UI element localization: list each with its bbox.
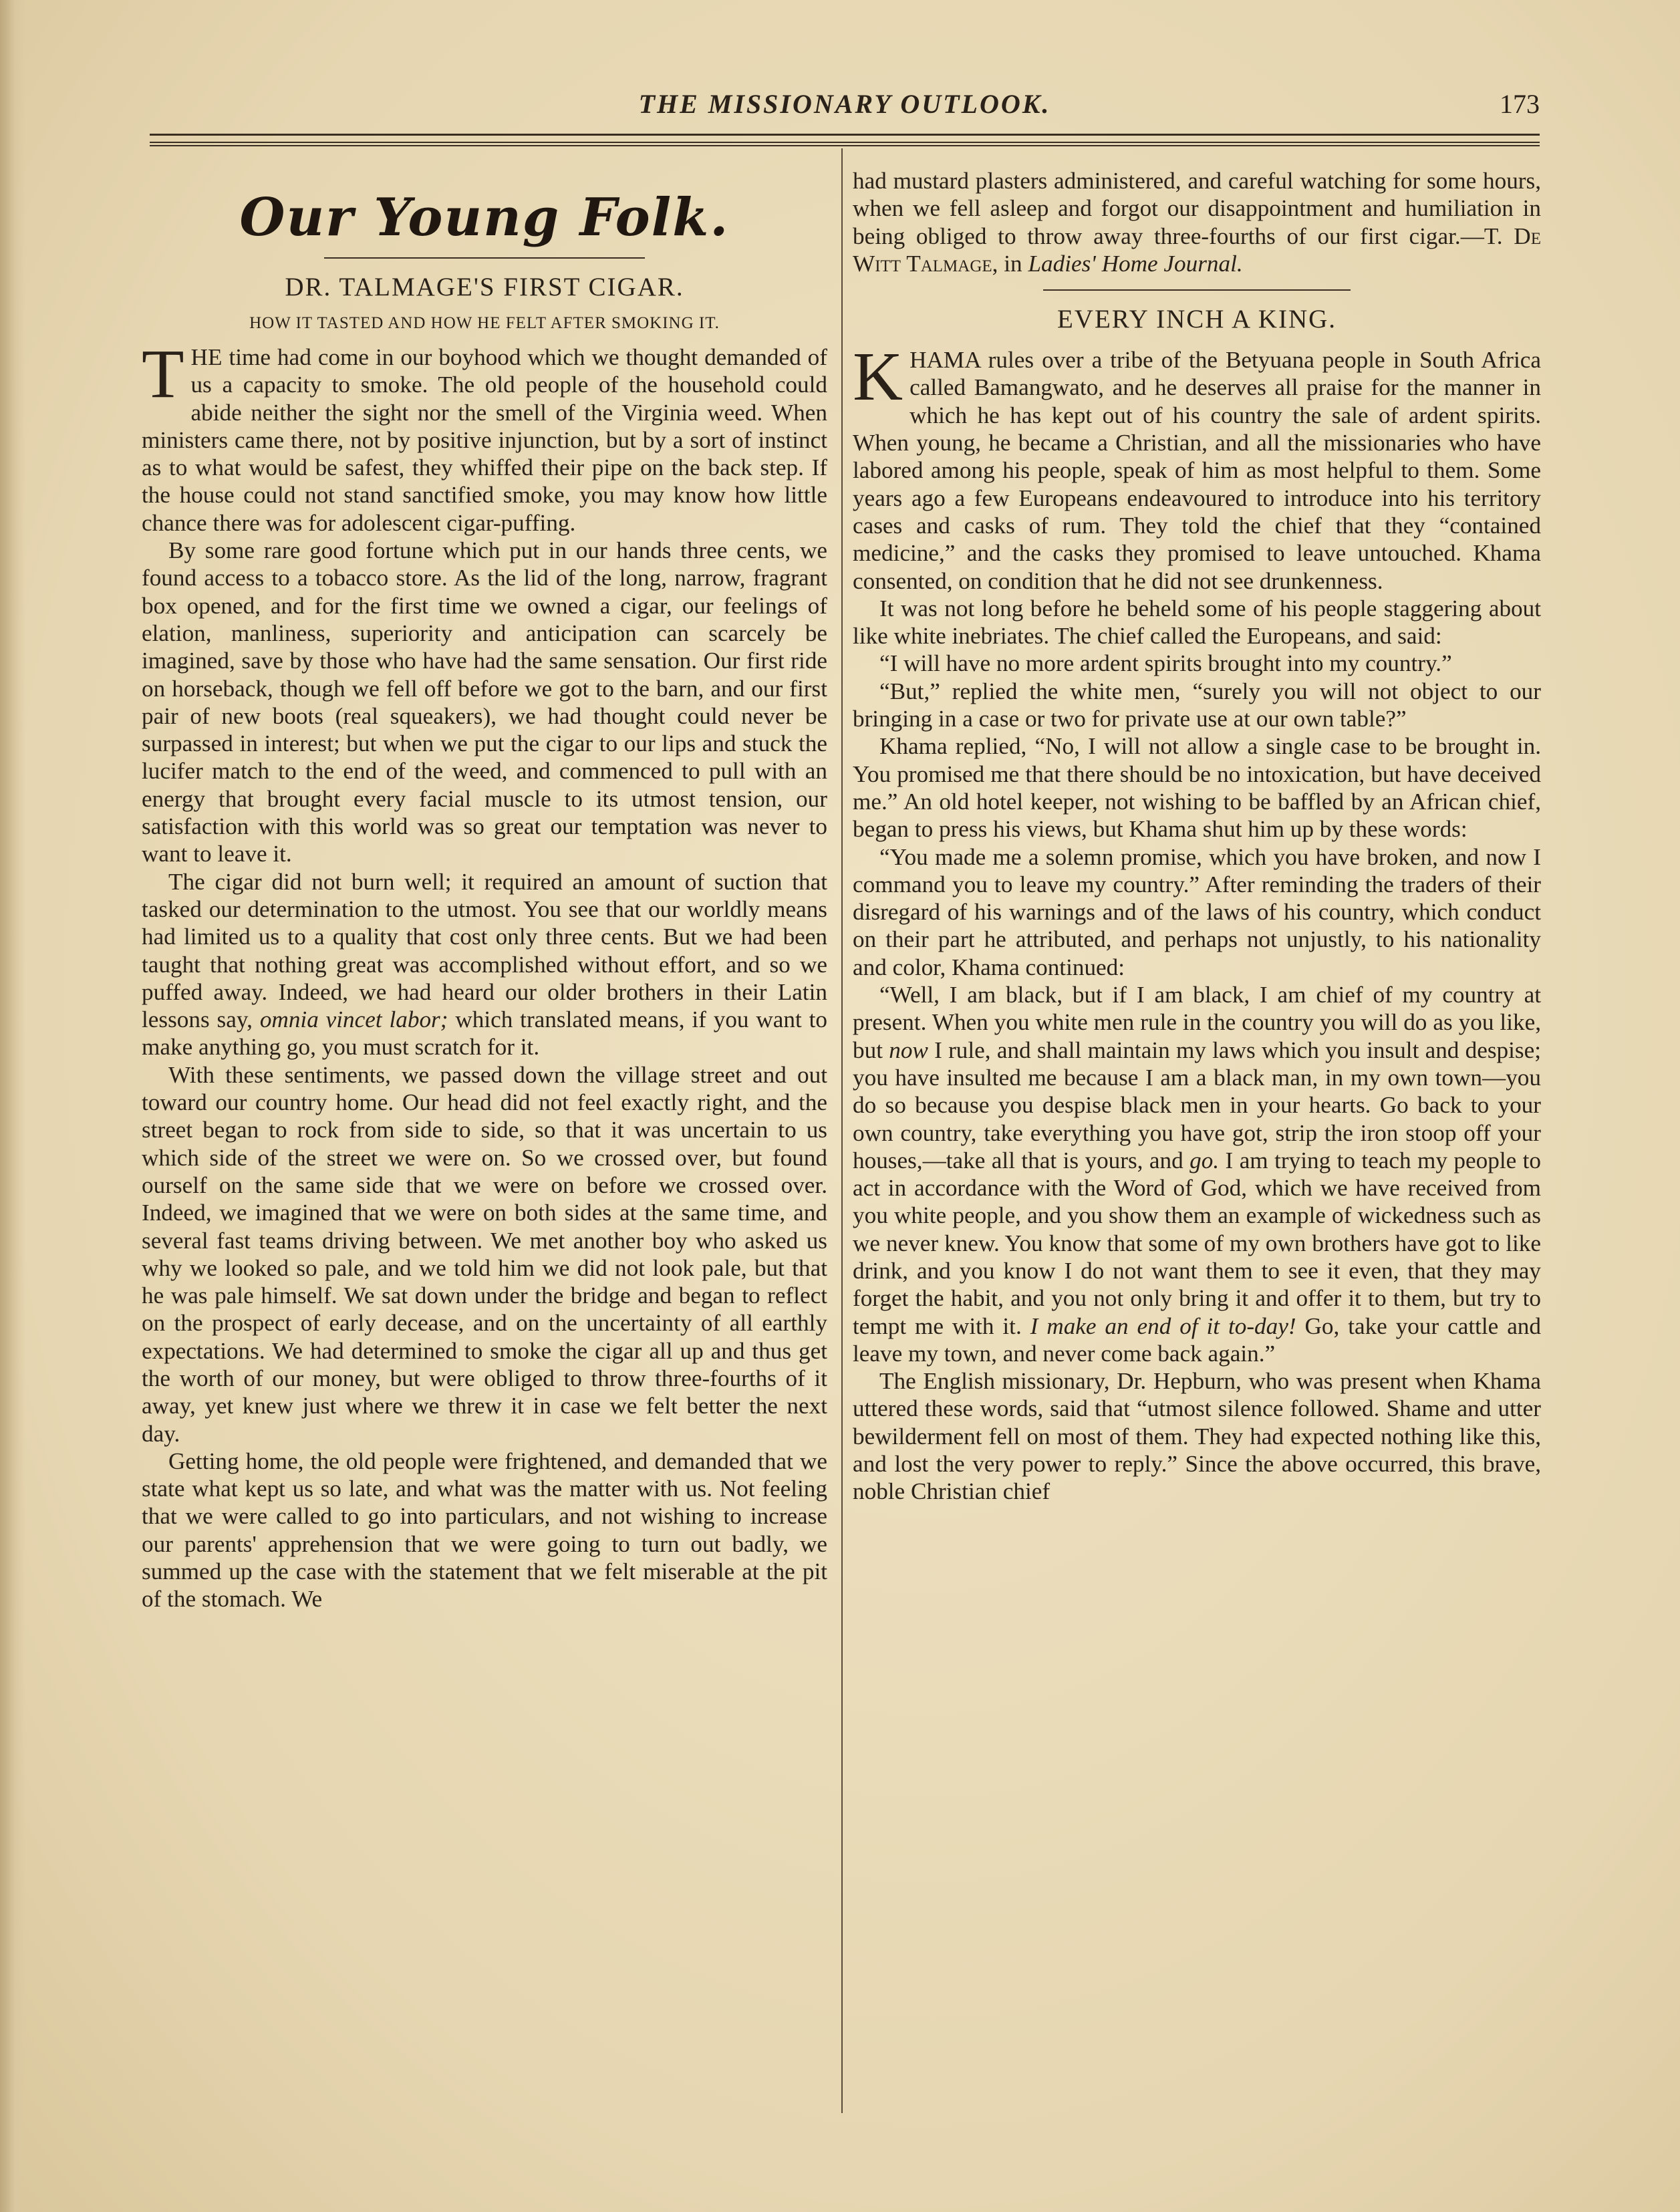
paragraph: By some rare good fortune which put in our hands three cents, we found access to a tobacco store. As the lid of the long, narrow, fragrant box opened, and for the first time we owned a cigar, our feelings of elation, manliness, superiority and anticipation can scarcely be imagined, save by those who have had the same sensation. Our first ride on horseback, though we fell off before we got to the barn, and our first pair of new boots (real squeakers), we had thought could never be surpassed in interest; but when we put the cigar to our lips and stuck the lucifer match to the end of the weed, and commenced to pull with an energy that brought every facial muscle to its utmost tension, our satisfaction with this world was so great our temptation was never to want to leave it. [142,537,827,867]
emphasis: now [889,1036,928,1063]
emphasis: go. [1189,1147,1220,1173]
article-title-talmage: DR. TALMAGE'S FIRST CIGAR. [285,273,684,301]
journal-name: Ladies' Home Journal. [1028,250,1243,277]
header-double-rule [150,142,1540,146]
paragraph-text: I rule, and shall maintain my laws which you insult and despise; you have insulted me because I am a black man, in my own town—you do so because you despise black men in your hearts. Go back to your own country, take everything you have got, strip the iron stoop off your houses,—take all that is yours, and [853,1036,1541,1173]
column-divider [841,148,843,2113]
paragraph: Getting home, the old people were frightened, and demanded that we state what kept us so late, and what was the matter with us. Not feeling that we were called to go into particulars, and not wishing to increase our parents' apprehension that we were going to turn out badly, we summed up the case with the statement that we felt miserable at the pit of the stomach. We [142,1447,827,1613]
paragraph: “But,” replied the white men, “surely you will not object to our bringing in a case or two for private use at our own table?” [853,678,1541,732]
paragraph-text: I am trying to teach my people to act in accordance with the Word of God, which we have received from you white people, and you show them an example of wickedness such as we never knew. You know that some of my own brothers have got to like drink, and you know I do not want them to see it even, that they may forget the habit, and you not only bring it and offer it to them, but try to tempt me with it. [853,1147,1542,1339]
paragraph [142,868,827,1061]
section-title: Our Young Folk. [239,187,730,248]
paragraph: Khama replied, “No, I will not allow a single case to be brought in. You promised me that there should be no intoxication, but have deceived me.” An old hotel keeper, not wishing to be baffled by an African chief, began to press his views, but Khama shut him up by these words: [853,733,1541,843]
page-number: 173 [1500,89,1540,119]
header-rule [150,134,1540,136]
left-column [142,167,827,1613]
paragraph: THE time had come in our boyhood which we thought demanded of us a capacity to smoke. The old people of the household could abide neither the sight nor the smell of the Virginia weed. When ministers came there, not by positive injunction, but by a sort of instinct as to what would be safest, they whiffed their pipe on the back step. If the house could not stand sanctified smoke, you may know how little chance there was for adolescent cigar-puffing. [142,335,827,536]
binding-edge [0,0,25,2212]
paragraph: “I will have no more ardent spirits brought into my country.” [879,650,1452,677]
paragraph-text: The cigar did not burn well; it required an amount of suction that tasked our determination to the utmost. You see that our worldly means had limited us to a quality that cost only three cents. But we had been taught that nothing great was accomplished without effort, and so we puffed away. Indeed, we had heard our older brothers in their Latin lessons say, [142,868,827,1033]
page-header [150,88,1540,128]
author-signature: T. De Witt Talmage [853,223,1541,277]
paragraph: With these sentiments, we passed down the village street and out toward our country home. Our head did not feel exactly right, and the street began to rock from side to side, so that it was uncertain to us which side of the street we were on. So we crossed over, but found ourself on the same side that we were on before we crossed over. Indeed, we imagined that we were on both sides at the same time, and several fast teams driving between. We met another boy who asked us why we looked so pale, and we told him we did not look pale, but that he was pale himself. We sat down under the bridge and began to reflect on the prospect of early decease, and on the uncertainty of all earthly expectations. We had determined to smoke the cigar all up and thus get the worth of our money, but were obliged to throw three-fourths of it away, yet knew just where we threw it in case we felt better the next day. [142,1061,827,1447]
paragraph: The English missionary, Dr. Hepburn, who was present when Khama uttered these words, said that “utmost silence followed. Shame and utter bewilderment fell on most of them. They had expected nothing like this, and lost the very power to reply.” Since the above occurred, this brave, noble Christian chief [853,1368,1541,1505]
title-rule [324,257,645,259]
emphasis: I make an end of it to-day! [1030,1312,1296,1339]
article-separator [1043,289,1351,291]
running-head: THE MISSIONARY OUTLOOK. [638,89,1051,119]
right-column [853,167,1541,1506]
paragraph-continued [853,167,1541,277]
paragraph-text: Go, take your cattle and leave my town, and never come back again.” [853,1312,1541,1367]
paragraph: It was not long before he beheld some of his people staggering about like white inebriates. The chief called the Europeans, and said: [853,595,1541,650]
signature-connector: , in [992,250,1028,277]
paragraph: KHAMA rules over a tribe of the Betyuana people in South Africa called Bamangwato, and he deserves all praise for the manner in which he has kept out of his country the sale of ardent spirits. When young, he became a Christian, and all the missionaries who have labored among his people, speak of him as most helpful to them. Some years ago a few Europeans endeavoured to introduce into his territory cases and casks of rum. They told the chief that they “contained medicine,” and the casks they promised to leave untouched. Khama consented, on condition that he did not see drunkenness. [853,338,1541,594]
paragraph [853,981,1541,1367]
paragraph: “You made me a solemn promise, which you have broken, and now I command you to leave my country.” After reminding the traders of their disregard of his warnings and of the laws of his country, which conduct on their part he attributed, and perhaps not unjustly, to his nationality and color, Khama continued: [853,843,1541,980]
latin-phrase: omnia vincet labor; [259,1006,448,1033]
paragraph-text: “Well, I am black, but if I am black, I am chief of my country at present. When you white men rule in the country you will do as you like, but [853,982,1541,1063]
article-title-khama: EVERY INCH A KING. [1057,305,1337,334]
paragraph-text: which translated means, if you want to make anything go, you must scratch for it. [142,1006,827,1061]
article-subtitle-talmage: HOW IT TASTED AND HOW HE FELT AFTER SMOKING IT. [249,314,720,332]
paragraph-text: had mustard plasters administered, and careful watching for some hours, when we fell asleep and forgot our disappointment and humiliation in being obliged to throw away three-fourths of our first cigar.— [853,168,1541,249]
